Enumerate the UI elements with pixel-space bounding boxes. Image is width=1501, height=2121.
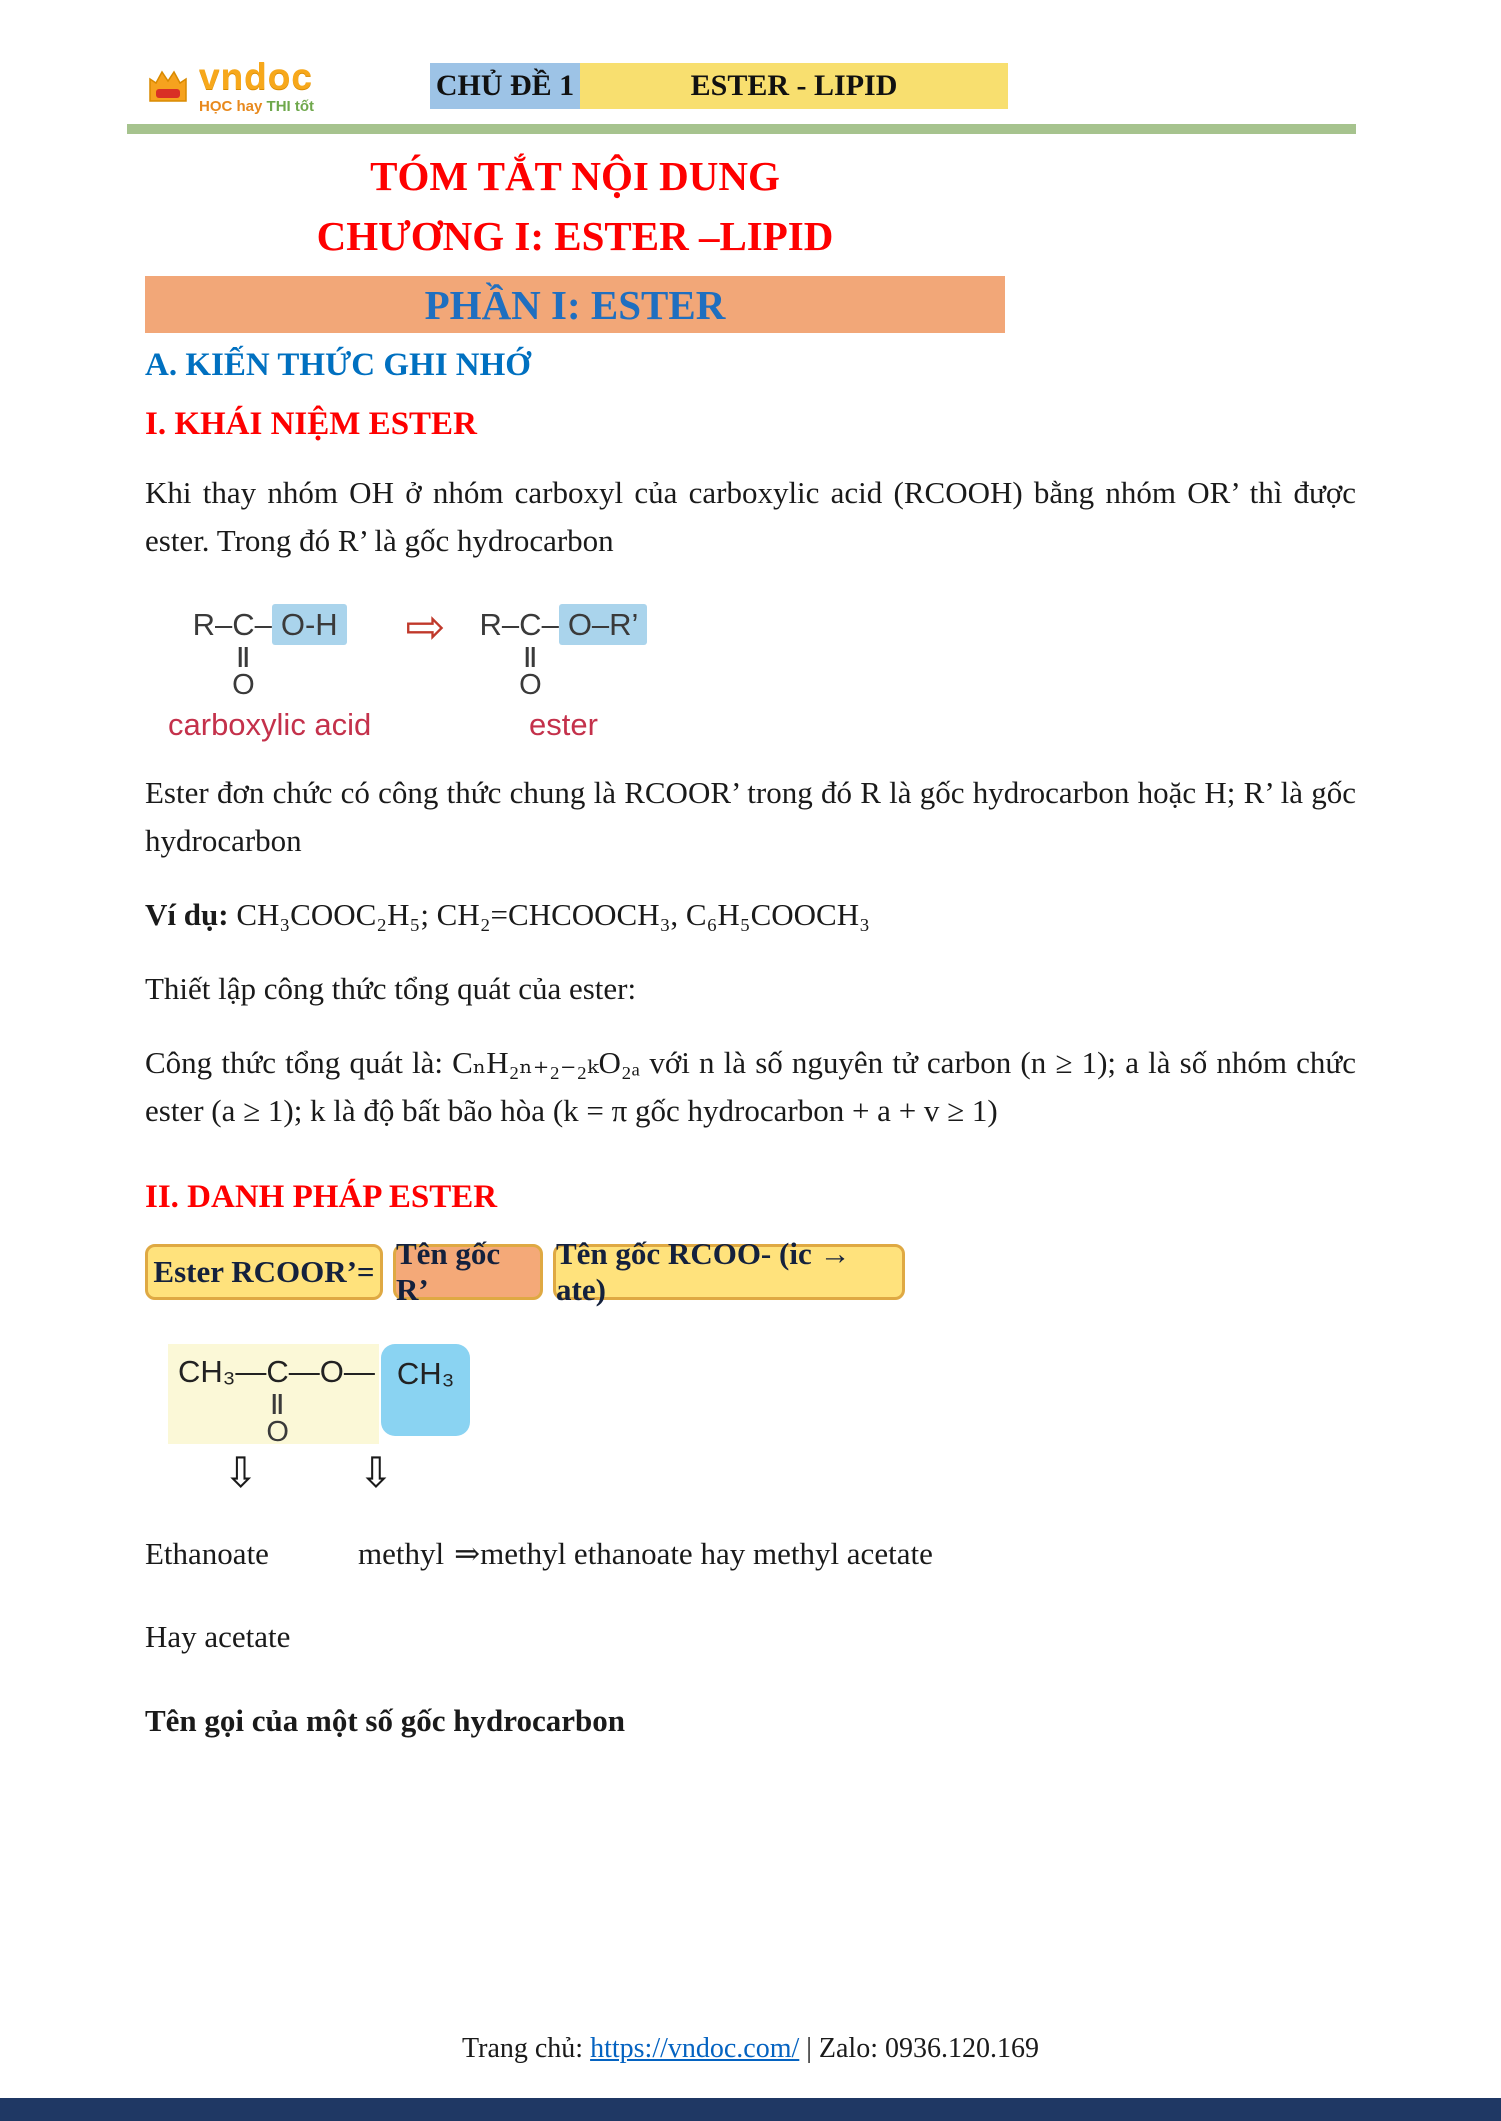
setup-line: Thiết lập công thức tổng quát của ester: — [145, 971, 637, 1007]
down-arrow-icon: ⇩ — [358, 1448, 394, 1498]
formula-text: R– — [192, 607, 233, 643]
alkyl-name: methyl — [358, 1536, 445, 1572]
alkoxy-highlight: O–R’ — [559, 604, 648, 645]
conversion-arrow-icon: ⇨ — [405, 599, 446, 656]
nomenclature-heading: II. DANH PHÁP ESTER — [145, 1179, 498, 1216]
summary-title: TÓM TẮT NỘI DUNG — [370, 153, 780, 199]
nomenclature-box-rcoo-group: Tên gốc RCOO- (ic → ate) — [553, 1244, 905, 1300]
bottom-bar — [0, 2098, 1501, 2121]
carbon-atom: C O — [232, 607, 255, 702]
molecule-ester — [480, 605, 648, 743]
concept-paragraph-1: Khi thay nhóm OH ở nhóm carboxyl của carboxylic acid (RCOOH) bằng nhóm OR’ thì được ester. Trong đó R’ là gốc hydrocarbon — [145, 475, 1356, 559]
home-link[interactable]: https://vndoc.com/ — [590, 2033, 800, 2064]
carbon-atom: C O — [519, 607, 542, 702]
methyl-group-highlight: CH₃ — [381, 1344, 470, 1436]
full-name-result: ⇒methyl ethanoate hay methyl acetate — [454, 1536, 933, 1572]
nomenclature-box-r-group: Tên gốc R’ — [393, 1244, 543, 1300]
example-label: Ví dụ: — [145, 897, 229, 933]
molecule-carboxylic-acid — [168, 605, 371, 743]
vndoc-logo — [145, 58, 430, 114]
subject-badge: ESTER - LIPID — [580, 63, 1008, 109]
example-paragraph — [145, 891, 1356, 939]
general-formula-paragraph: Công thức tổng quát là: CₙH₂ₙ₊₂₋₂ₖO₂ₐ với n là số nguyên tử carbon (n ≥ 1); a là số nhóm chức ester (a ≥ 1); k là độ bất bão hòa (k = π gốc hydrocarbon + a + v ≥ 1) — [145, 1045, 1356, 1129]
concept-heading: I. KHÁI NIỆM ESTER — [145, 406, 477, 442]
formula-text: R– — [479, 607, 520, 643]
topic-badge: CHỦ ĐỀ 1 — [430, 63, 580, 109]
concept-paragraph-2: Ester đơn chức có công thức chung là RCOOR’ trong đó R là gốc hydrocarbon hoặc H; R’ là gốc hydrocarbon — [145, 775, 1356, 859]
vndoc-logo-icon — [145, 65, 191, 107]
section-a-heading: A. KIẾN THỨC GHI NHỚ — [145, 347, 531, 383]
oxygen-atom: O — [519, 669, 542, 702]
logo-brand-text: vndoc — [199, 56, 313, 97]
formula-text: – — [541, 607, 559, 643]
double-bond — [273, 1394, 282, 1414]
methyl-acetate-structure — [168, 1344, 1501, 1449]
structure-diagram-carboxylic-to-ester — [168, 599, 1501, 743]
chapter-title: CHƯƠNG I: ESTER –LIPID — [316, 213, 834, 259]
oxygen-atom: O — [266, 1416, 289, 1449]
oxygen-atom: O — [232, 669, 255, 702]
formula-carboxylic-acid — [193, 605, 347, 707]
nomenclature-box-ester: Ester RCOOR’= — [145, 1244, 383, 1300]
green-divider — [127, 124, 1356, 134]
structure-pointer-arrows — [168, 1448, 1501, 1497]
table-intro: Tên gọi của một số gốc hydrocarbon — [145, 1703, 625, 1739]
down-arrow-icon: ⇩ — [223, 1448, 259, 1498]
hydroxyl-highlight: O-H — [272, 604, 347, 645]
alternate-name-line: Hay acetate — [145, 1618, 291, 1654]
nomenclature-boxes — [145, 1236, 1501, 1308]
formula-ester — [480, 605, 648, 707]
double-bond — [526, 647, 535, 667]
formula-text: —O— — [288, 1354, 375, 1390]
ester-label: ester — [529, 707, 598, 743]
name-mapping-row — [145, 1531, 1356, 1578]
formula-text: – — [254, 607, 272, 643]
carboxylic-acid-label: carboxylic acid — [168, 707, 372, 743]
logo-tagline: HỌC hay THI tốt — [199, 98, 315, 115]
page-header — [0, 0, 1501, 114]
double-bond — [239, 647, 248, 667]
acyl-group-highlight — [168, 1344, 379, 1449]
footer-suffix: | Zalo: 0936.120.169 — [799, 2033, 1039, 2064]
example-formulas: CH₃COOC₂H₅; CH₂=CHCOOCH₃, C₆H₅COOCH₃ — [228, 897, 870, 933]
acyl-name: Ethanoate — [145, 1536, 269, 1572]
carbon-atom: C O — [266, 1354, 289, 1449]
part-banner: PHẦN I: ESTER — [145, 276, 1005, 333]
formula-text: CH₃— — [178, 1354, 267, 1390]
page-footer — [0, 2033, 1501, 2065]
footer-prefix: Trang chủ: — [462, 2033, 591, 2064]
